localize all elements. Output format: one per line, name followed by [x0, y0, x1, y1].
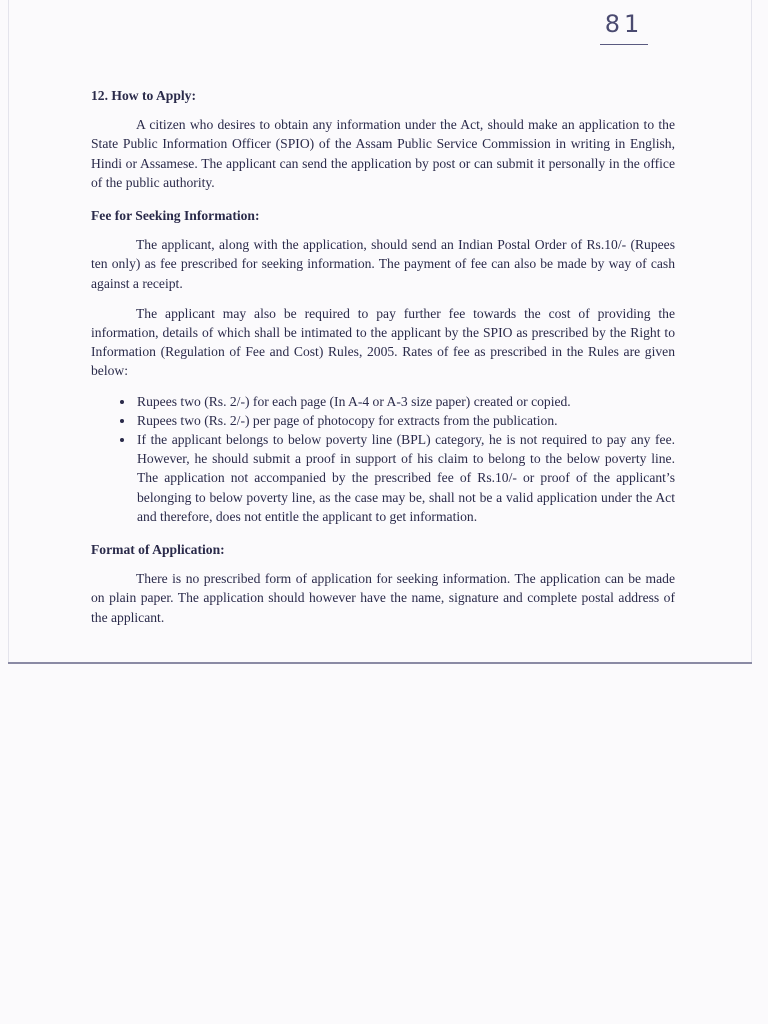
- list-item: • If the applicant belongs to below poverty line (BPL) category, he is not required to pay any fee. However, he should submit a proof in support of his claim to belong to the below poverty line. The application not accompanied by the prescribed fee of Rs.10/- or proof of the applicant’s belonging to below poverty line, as the case may be, shall not be a valid application under the Act and therefore, does not entitle the applicant to get information.: [135, 430, 675, 526]
- fee-section-heading: Fee for Seeking Information:: [91, 208, 260, 224]
- fee-paragraph-2: The applicant may also be required to pay further fee towards the cost of providing the information, details of which shall be intimated to the applicant by the SPIO as prescribed by the Right to Information (Regulation of Fee and Cost) Rules, 2005. Rates of fee as prescribed in the Rules are given below:: [91, 305, 675, 379]
- format-paragraph: There is no prescribed form of application for seeking information. The application can be made on plain paper. The application should however have the name, signature and complete postal address of the applicant.: [91, 571, 675, 625]
- page-left-edge: [8, 0, 9, 662]
- page-right-edge: [751, 0, 752, 662]
- fee-paragraph-1: The applicant, along with the application, should send an Indian Postal Order of Rs.10/- (Rupees ten only) as fee prescribed for seeking information. The payment of fee can also be made by way of cash against a receipt.: [91, 237, 675, 291]
- page-number-underline: [600, 44, 648, 45]
- document-body: [91, 86, 675, 638]
- section-title: 12. How to Apply:: [91, 88, 196, 103]
- intro-paragraph: A citizen who desires to obtain any information under the Act, should make an application to the State Public Information Officer (SPIO) of the Assam Public Service Commission in writing in English, Hindi or Assamese. The applicant can send the application by post or can submit it personally in the office of the public authority.: [91, 117, 675, 190]
- list-item: • Rupees two (Rs. 2/-) for each page (In A-4 or A-3 size paper) created or copied.: [135, 392, 675, 411]
- page-bottom-edge: [8, 662, 752, 664]
- list-item: • Rupees two (Rs. 2/-) per page of photocopy for extracts from the publication.: [135, 411, 675, 430]
- format-section-heading: Format of Application:: [91, 542, 225, 558]
- handwritten-page-number: 81: [604, 10, 644, 38]
- fee-rates-list: [91, 392, 675, 526]
